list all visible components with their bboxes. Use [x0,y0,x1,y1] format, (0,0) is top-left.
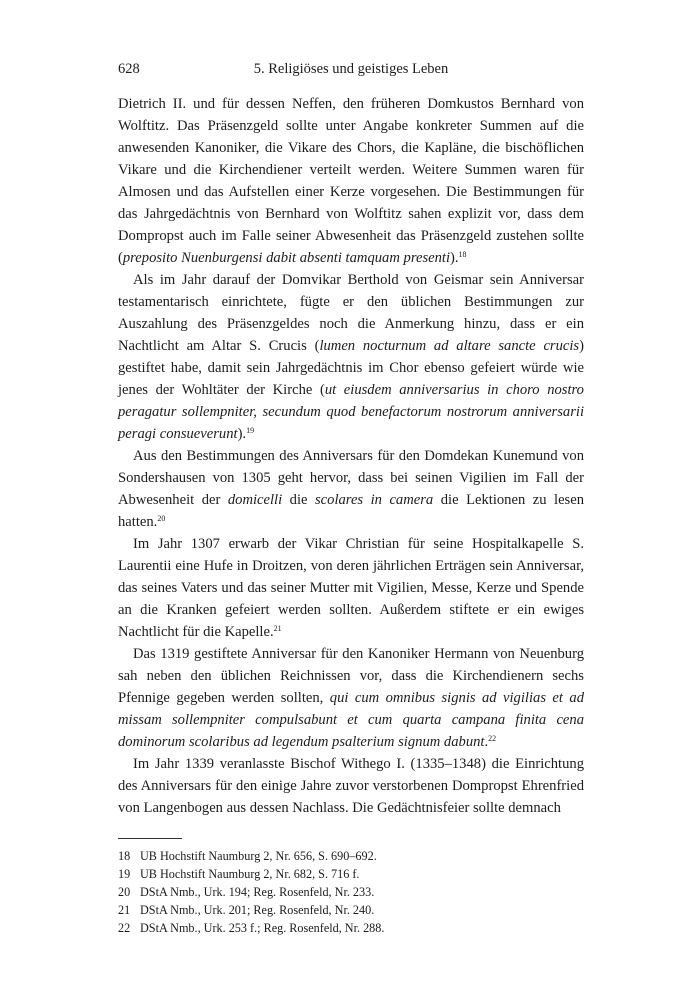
footnote [118,865,584,883]
footnote-number: 19 [118,867,131,881]
footnote [118,901,584,919]
latin-quote: domicelli [227,492,283,508]
text-run: Im Jahr 1307 erwarb der Vikar Christian für seine Hospitalkapelle S. Laurentii eine Hufe in Droitzen, von deren jährlichen Erträgen sein Anniversar, das seines Vaters und das seiner Mutter mit Vigilien, Messe, Kerze und Spende an die Kranken gefeiert werden sollten. Außerdem stiftete er ein ewiges Nachtlicht für die Kapelle. [118,536,584,640]
text-run: Als im Jahr darauf der Domvikar Berthold von Geismar sein Anniversar testamentarisch einrichtete, fügte er den üblichen Bestimmungen zur Auszahlung des Präsenzgeldes noch die Anmerkung hinzu, dass er ein Nachtlicht am Altar S. Crucis ( [118,272,584,354]
footnote-marker: 21 [273,624,282,633]
page-number: 628 [118,61,140,77]
footnote [118,847,584,865]
text-run: ). [450,250,459,266]
text-run: ) gestiftet habe, damit sein Jahrgedächtnis im Chor ebenso gefeiert würde wie jenes der Wohltäter der Kirche ( [118,338,584,398]
footnote-number: 20 [118,885,131,899]
text-run: Das 1319 gestiftete Anniversar für den Kanoniker Hermann von Neuenburg sah neben den üblichen Reichnissen vor, dass die Kirchendienern sechs Pfennige gegeben werden sollten, [118,646,584,706]
footnote-text: DStA Nmb., Urk. 201; Reg. Rosenfeld, Nr. 240. [140,903,375,917]
footnotes [118,847,584,937]
text-run: Aus den Bestimmungen des Anniversars für den Domdekan Kunemund von Sondershausen von 1305 geht hervor, dass bei seinen Vigilien im Fall der Abwesenheit der [118,448,584,508]
paragraph [118,269,584,445]
footnote-marker: 18 [458,250,467,259]
text-run: die Lektionen zu lesen hatten. [118,492,585,530]
text-run: Im Jahr 1339 veranlasste Bischof Withego I. (1335–1348) die Einrichtung des Anniversars für den einige Jahre zuvor verstorbenen Dompropst Ehrenfried von Langenbogen aus dessen Nachlass. Die Gedächtnisfeier sollte demnach [118,756,584,816]
book-page [118,58,584,937]
footnote [118,883,584,901]
latin-quote: preposito Nuenburgensi dabit absenti tamquam presenti [122,250,451,266]
footnote-text: UB Hochstift Naumburg 2, Nr. 656, S. 690–692. [140,849,377,863]
footnote-rule [118,838,182,839]
footnote-marker: 20 [157,514,166,523]
footnote-text: DStA Nmb., Urk. 194; Reg. Rosenfeld, Nr. 233. [140,885,375,899]
text-run: Dietrich II. und für dessen Neffen, den früheren Domkustos Bernhard von Wolftitz. Das Präsenzgeld sollte unter Angabe konkreter Summen auf die anwesenden Kanoniker, die Vikare des Chors, die Kapläne, die bischöflichen Vikare und die Kirchendiener verteilt werden. Weitere Summen waren für Almosen und das Aufstellen einer Kerze vorgesehen. Die Bestimmungen für das Jahrgedächtnis von Bernhard von Wolftitz sahen explizit vor, dass dem Dompropst auch im Falle seiner Abwesenheit das Präsenzgeld zustehen sollte ( [118,96,584,266]
paragraph [118,533,584,643]
footnote-marker: 19 [246,426,255,435]
text-run: ). [237,426,247,442]
footnote-number: 22 [118,921,131,935]
paragraph [118,445,584,533]
paragraph [118,93,584,269]
page-header [118,58,584,80]
latin-quote: lumen nocturnum ad altare sancte crucis [319,338,580,354]
footnote-marker: 22 [488,734,497,743]
main-text [118,93,584,819]
paragraph [118,753,584,819]
footnote-text: DStA Nmb., Urk. 253 f.; Reg. Rosenfeld, Nr. 288. [140,921,385,935]
text-run: die [282,492,315,508]
footnote-number: 18 [118,849,131,863]
latin-quote: ut eiusdem anniversarius in choro nostro peragatur sollempniter, secundum quod benefactorum nostrorum anniversarii peragi consueverunt [118,382,584,442]
latin-quote: scolares in camera [315,492,434,508]
footnote-text: UB Hochstift Naumburg 2, Nr. 682, S. 716 f. [140,867,360,881]
latin-quote: qui cum omnibus signis ad vigilias et ad missam sollempniter compulsabunt et cum quarta campana finita cena dominorum scolaribus ad legendum psalterium signum dabunt [118,690,584,750]
running-head: 5. Religiöses und geistiges Leben [253,61,449,77]
footnote [118,919,584,937]
footnote-number: 21 [118,903,131,917]
text-run: . [484,734,489,750]
paragraph [118,643,584,753]
